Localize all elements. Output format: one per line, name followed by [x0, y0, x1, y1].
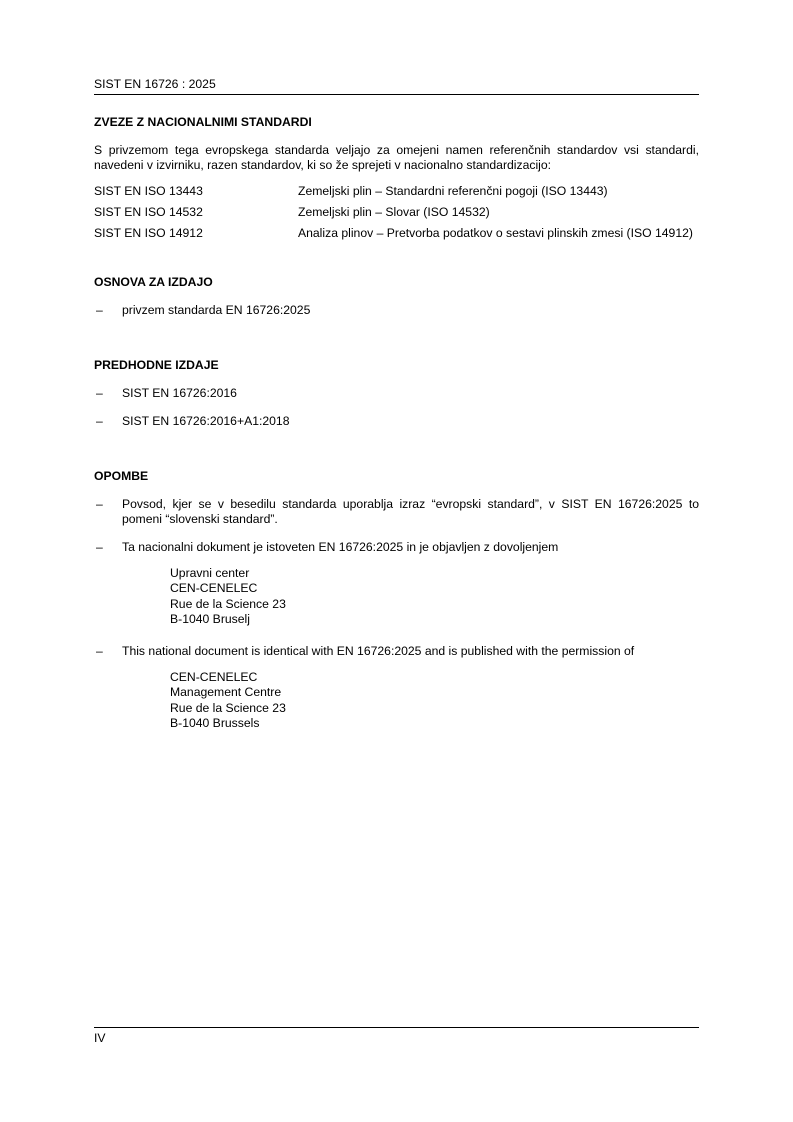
reference-code: SIST EN ISO 14532	[94, 205, 203, 219]
page-content	[94, 115, 699, 731]
dash-bullet: –	[96, 414, 103, 428]
reference-row	[94, 226, 699, 241]
address-line: Rue de la Science 23	[170, 700, 286, 715]
address-block-en	[170, 670, 699, 731]
reference-title: Zemeljski plin – Standardni referenčni pogoji (ISO 13443)	[298, 184, 608, 198]
zveze-intro: S privzemom tega evropskega standarda veljajo za omejeni namen referenčnih standardov vsi standardi, navedeni v izvirniku, razen standardov, ki so že sprejeti v nacionalno standardizacijo:	[94, 143, 699, 172]
list-item	[94, 540, 699, 555]
header-rule	[94, 94, 699, 95]
reference-row	[94, 184, 699, 199]
list-item-text: privzem standarda EN 16726:2025	[122, 303, 311, 317]
section-heading-predhodne: PREDHODNE IZDAJE	[94, 358, 219, 372]
address-line: Rue de la Science 23	[170, 596, 286, 611]
address-line: B-1040 Brussels	[170, 716, 260, 731]
reference-list	[94, 184, 699, 241]
dash-bullet: –	[96, 644, 103, 659]
list-item	[94, 414, 699, 429]
running-header: SIST EN 16726 : 2025	[94, 77, 216, 91]
list-item	[94, 386, 699, 401]
dash-bullet: –	[96, 386, 103, 400]
address-block-sl	[170, 566, 699, 627]
list-item-text: This national document is identical with EN 16726:2025 and is published with the permission of	[122, 644, 635, 659]
dash-bullet: –	[96, 497, 103, 511]
page-number: IV	[94, 1031, 106, 1045]
reference-code: SIST EN ISO 13443	[94, 184, 203, 198]
section-heading-osnova: OSNOVA ZA IZDAJO	[94, 275, 213, 289]
reference-code: SIST EN ISO 14912	[94, 226, 203, 240]
section-heading-opombe: OPOMBE	[94, 469, 149, 483]
list-item-text: Povsod, kjer se v besedilu standarda uporablja izraz “evropski standard”, v SIST EN 16726:2025 to pomeni “slovenski standard”.	[122, 497, 699, 526]
address-line: CEN-CENELEC	[170, 670, 258, 685]
section-heading-zveze: ZVEZE Z NACIONALNIMI STANDARDI	[94, 115, 312, 129]
list-item	[94, 644, 699, 659]
address-line: CEN-CENELEC	[170, 581, 258, 596]
address-line: Upravni center	[170, 566, 250, 580]
reference-title: Zemeljski plin – Slovar (ISO 14532)	[298, 205, 490, 219]
list-item-text: Ta nacionalni dokument je istoveten EN 16726:2025 in je objavljen z dovoljenjem	[122, 540, 559, 554]
list-item-text: SIST EN 16726:2016+A1:2018	[122, 414, 290, 428]
reference-title: Analiza plinov – Pretvorba podatkov o sestavi plinskih zmesi (ISO 14912)	[298, 226, 693, 240]
dash-bullet: –	[96, 540, 103, 554]
list-item	[94, 303, 699, 318]
list-item-text: SIST EN 16726:2016	[122, 386, 237, 400]
list-item	[94, 497, 699, 527]
address-line: B-1040 Bruselj	[170, 611, 250, 626]
dash-bullet: –	[96, 303, 103, 317]
footer-rule	[94, 1027, 699, 1028]
reference-row	[94, 205, 699, 220]
address-line: Management Centre	[170, 685, 282, 700]
